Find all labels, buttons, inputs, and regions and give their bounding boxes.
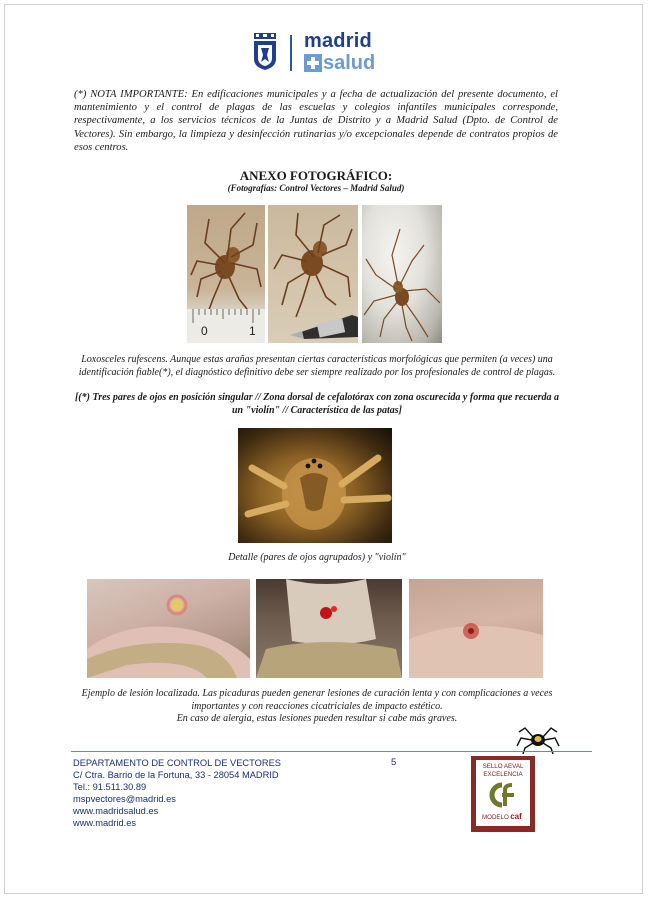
footer-email[interactable]: mspvectores@madrid.es bbox=[73, 794, 176, 804]
important-note: (*) NOTA IMPORTANTE: En edificaciones municipales y a fecha de actualización del presente documento, el mantenimiento y el control de plagas de las escuelas y colegios infantiles municipales corresponde, respectivamente, a los servicios técnicos de la Juntas de Distrito y a Madrid Salud (Dpto. de Control de Vectores). Sin embargo, la limpieza y desinfección rutinarias y/o excepcionales depende de contratos propios de esos centros. bbox=[74, 89, 558, 153]
plus-cross-icon bbox=[304, 54, 322, 72]
spiders-caption: Loxosceles rufescens. Aunque estas arañas presentan ciertas características morfológicas que permiten (a veces) una identificación fiable(*), el diagnóstico definitivo debe ser siempre realizado por los profesionales de control de plagas. bbox=[78, 354, 556, 378]
allergy-caption: En caso de alergia, estas lesiones pueden resultar si cabe más graves. bbox=[176, 713, 458, 724]
spider-photo-container bbox=[362, 205, 442, 343]
seal-line-2: EXCELENCIA bbox=[483, 771, 523, 778]
footer-department: DEPARTAMENTO DE CONTROL DE VECTORES bbox=[73, 758, 282, 768]
logo-salud-word: salud bbox=[323, 52, 376, 74]
skin-lesion-icon bbox=[409, 579, 543, 678]
logo-salud-text bbox=[304, 52, 375, 75]
seal-line-3: MODELO bbox=[482, 814, 509, 821]
seal-caf-text: caf bbox=[510, 812, 522, 821]
spider-detail-photo bbox=[238, 428, 392, 543]
ruler-label-1: 1 bbox=[249, 324, 256, 338]
ruler-label-0: 0 bbox=[201, 324, 208, 338]
seal-line-1: SELLO AEVAL bbox=[482, 763, 524, 770]
annex-subtitle: (Fotografías: Control Vectores – Madrid Salud) bbox=[227, 183, 405, 193]
lesion-photo-2 bbox=[256, 579, 402, 678]
spider-head-detail-icon bbox=[238, 428, 392, 543]
aeval-excellence-seal bbox=[471, 756, 535, 832]
footer-web-madrid[interactable]: www.madrid.es bbox=[73, 818, 137, 828]
lesion-photo-3 bbox=[409, 579, 543, 678]
spiders-characteristics-note: [(*) Tres pares de ojos en posición singular // Zona dorsal de cefalotórax con zona oscurecida y forma que recuerda a un "violín" // Característica de las patas] bbox=[74, 392, 560, 416]
foot-lesion-icon bbox=[87, 579, 250, 678]
spider-emblem-icon bbox=[515, 724, 561, 754]
spider-figure-icon bbox=[187, 205, 265, 343]
spider-figure-icon bbox=[268, 205, 358, 343]
ankle-lesion-icon bbox=[256, 579, 402, 678]
logo-separator bbox=[290, 35, 292, 71]
caf-mark-icon bbox=[488, 782, 518, 808]
spider-figure-icon bbox=[362, 205, 442, 343]
logo-madrid-text: madrid bbox=[304, 30, 372, 52]
spider-photo-ruler bbox=[187, 205, 265, 343]
madrid-salud-logo bbox=[252, 30, 382, 74]
seal-inner bbox=[476, 760, 530, 826]
footer-web-madridsalud[interactable]: www.madridsalud.es bbox=[73, 806, 159, 816]
lesion-photo-1 bbox=[87, 579, 250, 678]
footer-phone: Tel.: 91.511.30.89 bbox=[73, 782, 147, 792]
detail-caption: Detalle (pares de ojos agrupados) y "violín" bbox=[228, 552, 406, 563]
page-number: 5 bbox=[391, 757, 397, 768]
footer-rule bbox=[71, 751, 592, 752]
coat-of-arms-icon bbox=[252, 33, 278, 71]
lesion-caption: Ejemplo de lesión localizada. Las picaduras pueden generar lesiones de curación lenta y con complicaciones a veces importantes y con reacciones cicatriciales de impacto estético. bbox=[81, 688, 553, 712]
footer-address: C/ Ctra. Barrio de la Fortuna, 33 - 28054 MADRID bbox=[73, 770, 279, 780]
spider-photo-pen bbox=[268, 205, 358, 343]
annex-title: ANEXO FOTOGRÁFICO: bbox=[239, 168, 393, 183]
